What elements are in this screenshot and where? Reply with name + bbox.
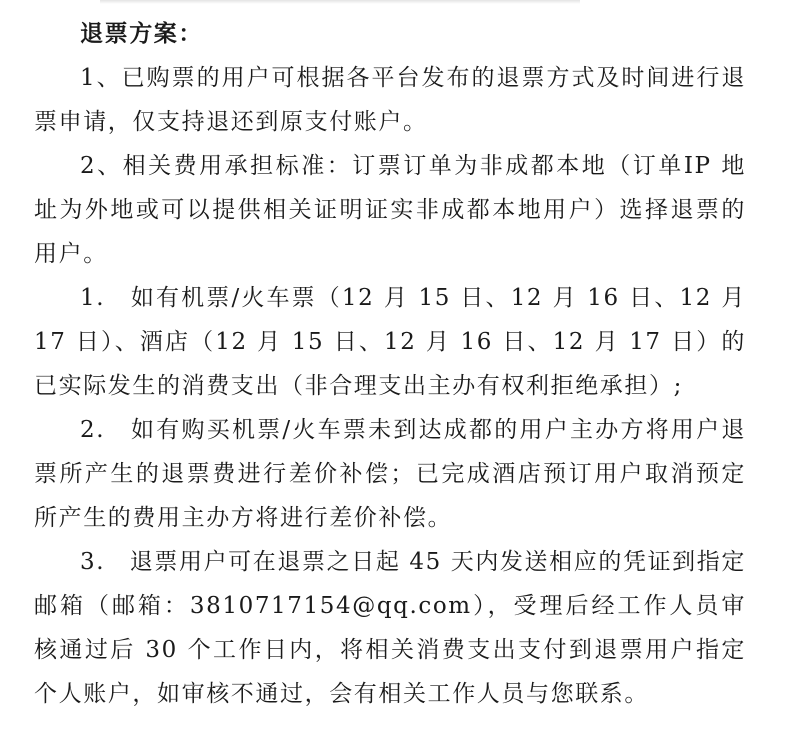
paragraph-refund-application: 1、已购票的用户可根据各平台发布的退票方式及时间进行退票申请，仅支持退还到原支付账户。: [34, 65, 746, 135]
paragraph-item-3-vouchers: 3. 退票用户可在退票之日起 45 天内发送相应的凭证到指定邮箱（邮箱：3810717154@qq.com），受理后经工作人员审核通过后 30 个工作日内，将相关消费支出支付到退票用户指定个人账户，如审核不通过，会有相关工作人员与您联系。: [34, 549, 746, 707]
paragraph-item-2-compensation: 2. 如有购买机票/火车票未到达成都的用户主办方将用户退票所产生的退票费进行差价补偿；已完成酒店预订用户取消预定所产生的费用主办方将进行差价补偿。: [34, 417, 746, 531]
section-heading: 退票方案：: [80, 20, 203, 47]
cut-off-previous-line: [100, 0, 580, 4]
paragraph-item-1-expenses: 1. 如有机票/火车票（12 月 15 日、12 月 16 日、12 月 17 日）、酒店（12 月 15 日、12 月 16 日、12 月 17 日）的已实际发生的消费支出（非合理支出主办有权利拒绝承担）;: [34, 285, 746, 399]
document-body: [34, 12, 746, 716]
paragraph-fee-standard: 2、相关费用承担标准：订票订单为非成都本地（订单IP 地址为外地或可以提供相关证明证实非成都本地用户）选择退票的用户。: [34, 153, 746, 267]
